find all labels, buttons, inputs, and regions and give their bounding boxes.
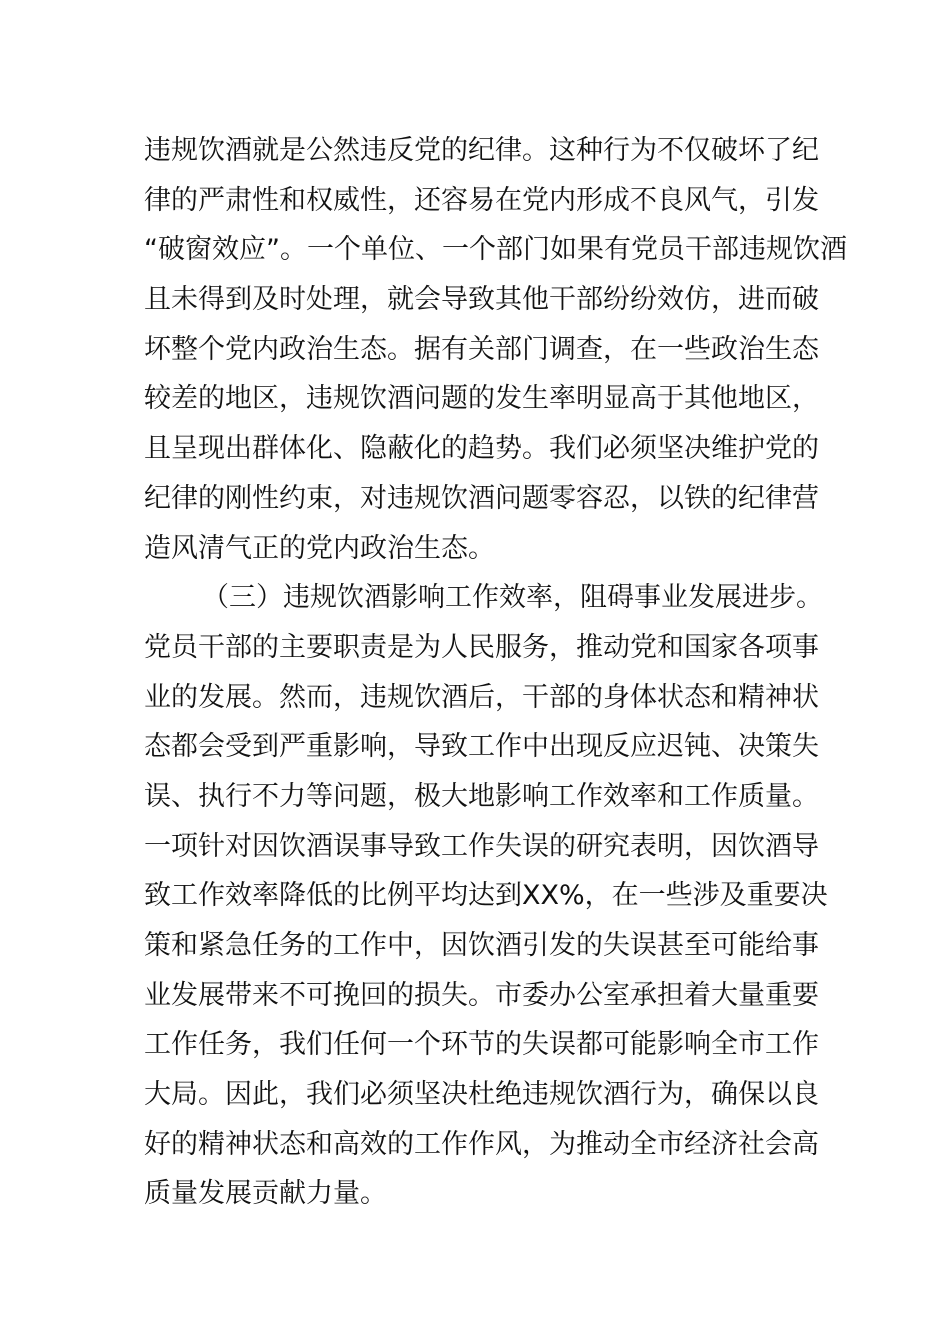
- text-line: 且未得到及时处理，就会导致其他干部纷纷效仿，进而破: [144, 284, 819, 316]
- text-line: 较差的地区，违规饮酒问题的发生率明显高于其他地区，: [144, 383, 819, 415]
- text-line: 大局。因此，我们必须坚决杜绝违规饮酒行为，确保以良: [144, 1079, 819, 1111]
- text-line: 策和紧急任务的工作中，因饮酒引发的失误甚至可能给事: [144, 930, 819, 961]
- text-line: 态都会受到严重影响，导致工作中出现反应迟钝、决策失: [144, 731, 819, 763]
- paragraph-party-discipline: [144, 126, 847, 573]
- text-line: 业的发展。然而，违规饮酒后，干部的身体状态和精神状: [144, 681, 819, 713]
- text-line: 违规饮酒就是公然违反党的纪律。这种行为不仅破坏了纪: [144, 135, 819, 166]
- text-line: 党员干部的主要职责是为人民服务，推动党和国家各项事: [144, 631, 819, 663]
- text-line: 坏整个党内政治生态。据有关部门调查，在一些政治生态: [144, 333, 819, 365]
- text-line: 致工作效率降低的比例平均达到XX%，在一些涉及重要决: [144, 880, 828, 912]
- text-line: 造风清气正的党内政治生态。: [144, 532, 495, 564]
- text-line: 且呈现出群体化、隐蔽化的趋势。我们必须坚决维护党的: [144, 433, 819, 465]
- text-line: 律的严肃性和权威性，还容易在党内形成不良风气，引发: [144, 184, 819, 216]
- text-line: 好的精神状态和高效的工作作风，为推动全市经济社会高: [144, 1128, 819, 1160]
- text-line: 一项针对因饮酒误事导致工作失误的研究表明，因饮酒导: [144, 830, 819, 862]
- document-body: [144, 126, 847, 1219]
- text-line: 纪律的刚性约束，对违规饮酒问题零容忍，以铁的纪律营: [144, 482, 819, 514]
- section-heading-line: （三）违规饮酒影响工作效率，阻碍事业发展进步。: [202, 582, 823, 614]
- paragraph-work-efficiency: [144, 573, 828, 1219]
- text-line: 工作任务，我们任何一个环节的失误都可能影响全市工作: [144, 1029, 819, 1061]
- text-line: 误、执行不力等问题，极大地影响工作效率和工作质量。: [144, 780, 819, 812]
- text-line: 质量发展贡献力量。: [144, 1178, 387, 1210]
- text-line: “破窗效应”。一个单位、一个部门如果有党员干部违规饮酒: [144, 234, 847, 266]
- text-line: 业发展带来不可挽回的损失。市委办公室承担着大量重要: [144, 979, 819, 1011]
